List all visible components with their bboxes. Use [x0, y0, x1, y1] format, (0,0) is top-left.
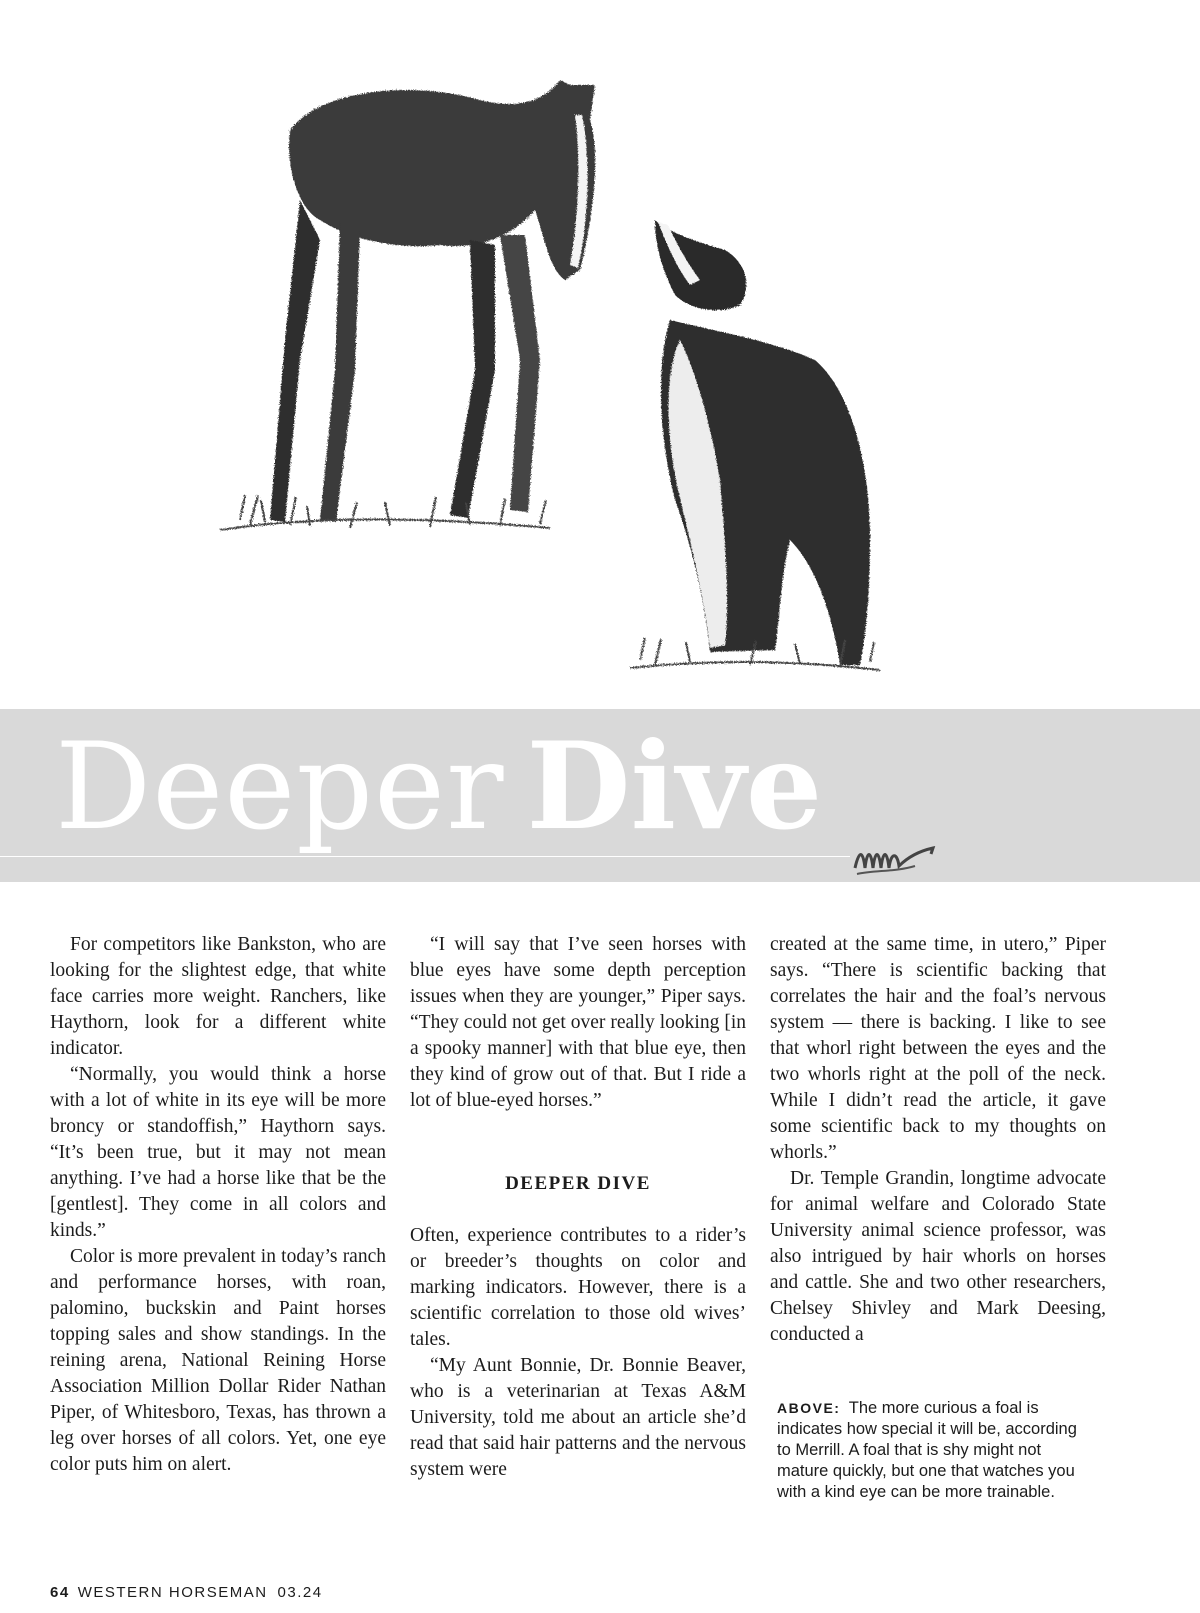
caption-label: ABOVE: [777, 1400, 841, 1416]
page-headline [55, 712, 822, 863]
article-column-1 [50, 932, 386, 1478]
headline-light: Deeper [55, 718, 505, 857]
paragraph: created at the same time, in utero,” Piper says. “There is scientific backing that correlates the hair and the foal’s nervous system — there is backing. I like to see that whorl right between the eyes and the two whorls right at the poll of the neck. While I didn’t read the article, it gave some scientific back to my thoughts on whorls.” [770, 934, 1106, 1163]
publication-name: WESTERN HORSEMAN [77, 1584, 268, 1601]
paragraph: For competitors like Bankston, who are looking for the slightest edge, that white face carries more weight. Ranchers, like Haythorn, look for a different white indicator. [50, 934, 386, 1059]
paragraph: “Normally, you would think a horse with a lot of white in its eye will be more broncy or standoffish,” Haythorn says. “It’s been true, but it may not mean anything. I’ve had a horse like that be the [gentlest]. They come in all colors and kinds.” [50, 1064, 386, 1241]
dog-icon [630, 220, 880, 670]
foal-and-dog-sketch [150, 40, 910, 700]
headline-bold: Dive [526, 716, 823, 857]
paragraph: Often, experience contributes to a rider’s or breeder’s thoughts on color and marking indicators. However, there is a scientific correlation to those old wives’ tales. [410, 1225, 746, 1350]
paragraph: “My Aunt Bonnie, Dr. Bonnie Beaver, who is a veterinarian at Texas A&M University, told me about an article she’d read that said hair patterns and the nervous system were [410, 1355, 746, 1480]
foal-icon [220, 80, 595, 530]
page-number: 64 [50, 1584, 70, 1601]
article-column-3 [770, 932, 1106, 1348]
caption-text: The more curious a foal is indicates how special it will be, according to Merrill. A foal that is shy might not mature quickly, but one that watches you with a kind eye can be more trainable. [777, 1399, 1077, 1501]
section-subhead: DEEPER DIVE [505, 1173, 651, 1194]
paragraph: “I will say that I’ve seen horses with blue eyes have some depth perception issues when they are younger,” Piper says. “They could not get over really looking [in a spooky manner] with that blue eye, then they kind of grow out of that. But I ride a lot of blue-eyed horses.” [410, 934, 746, 1111]
photo-caption [777, 1398, 1087, 1503]
issue-date: 03.24 [277, 1584, 323, 1601]
scribble-icon [845, 830, 945, 880]
page-footer [50, 1584, 323, 1601]
paragraph: Dr. Temple Grandin, longtime advocate for animal welfare and Colorado State University animal science professor, was also intrigued by hair whorls on horses and cattle. She and two other researchers, Chelsey Shivley and Mark Deesing, conducted a [770, 1168, 1106, 1345]
paragraph: Color is more prevalent in today’s ranch and performance horses, with roan, palomino, buckskin and Paint horses topping sales and show standings. In the reining arena, National Reining Horse Association Million Dollar Rider Nathan Piper, of Whitesboro, Texas, has thrown a leg over horses of all colors. Yet, one eye color puts him on alert. [50, 1246, 386, 1475]
article-column-2 [410, 932, 746, 1483]
